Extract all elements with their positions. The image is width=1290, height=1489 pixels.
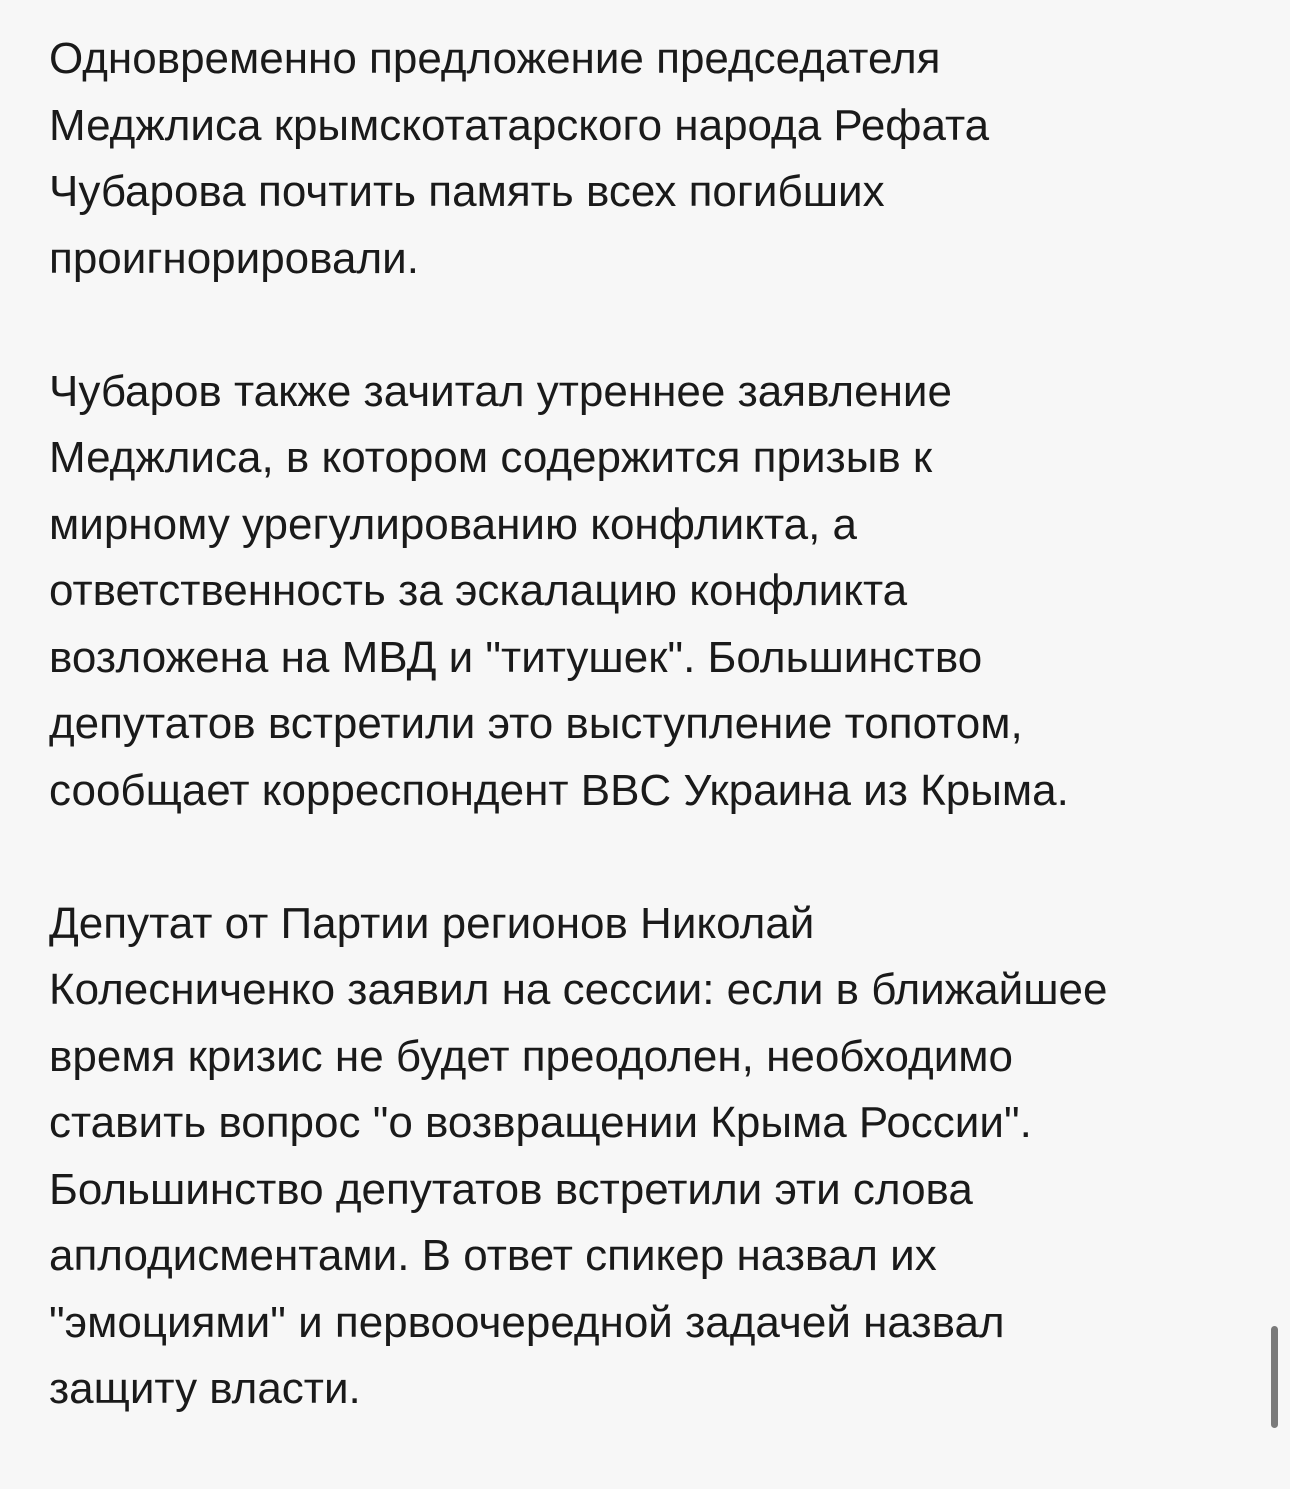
paragraph-2: Чубаров также зачитал утреннее заявление Меджлиса, в котором содержится призыв к мирному урегулированию конфликта, а ответственность за эскалацию конфликта возложена на МВД и "титушек". Большинство депутатов встретили это выступление топотом, сообщает корреспондент BBC Украина из Крыма. (49, 366, 1069, 815)
paragraph-3: Депутат от Партии регионов Николай Колесниченко заявил на сессии: если в ближайшее время кризис не будет преодолен, необходимо ставить вопрос "о возвращении Крыма России". Большинство депутатов встретили эти слова аплодисментами. В ответ спикер назвал их "эмоциями" и первоочередной задачей назвал защиту власти. (49, 898, 1108, 1413)
article-body (49, 26, 1249, 1489)
paragraph-1: Одновременно предложение председателя Меджлиса крымскотатарского народа Рефата Чубарова почтить память всех погибших проигнорировали. (49, 34, 990, 283)
vertical-scrollbar[interactable] (1271, 1326, 1278, 1428)
